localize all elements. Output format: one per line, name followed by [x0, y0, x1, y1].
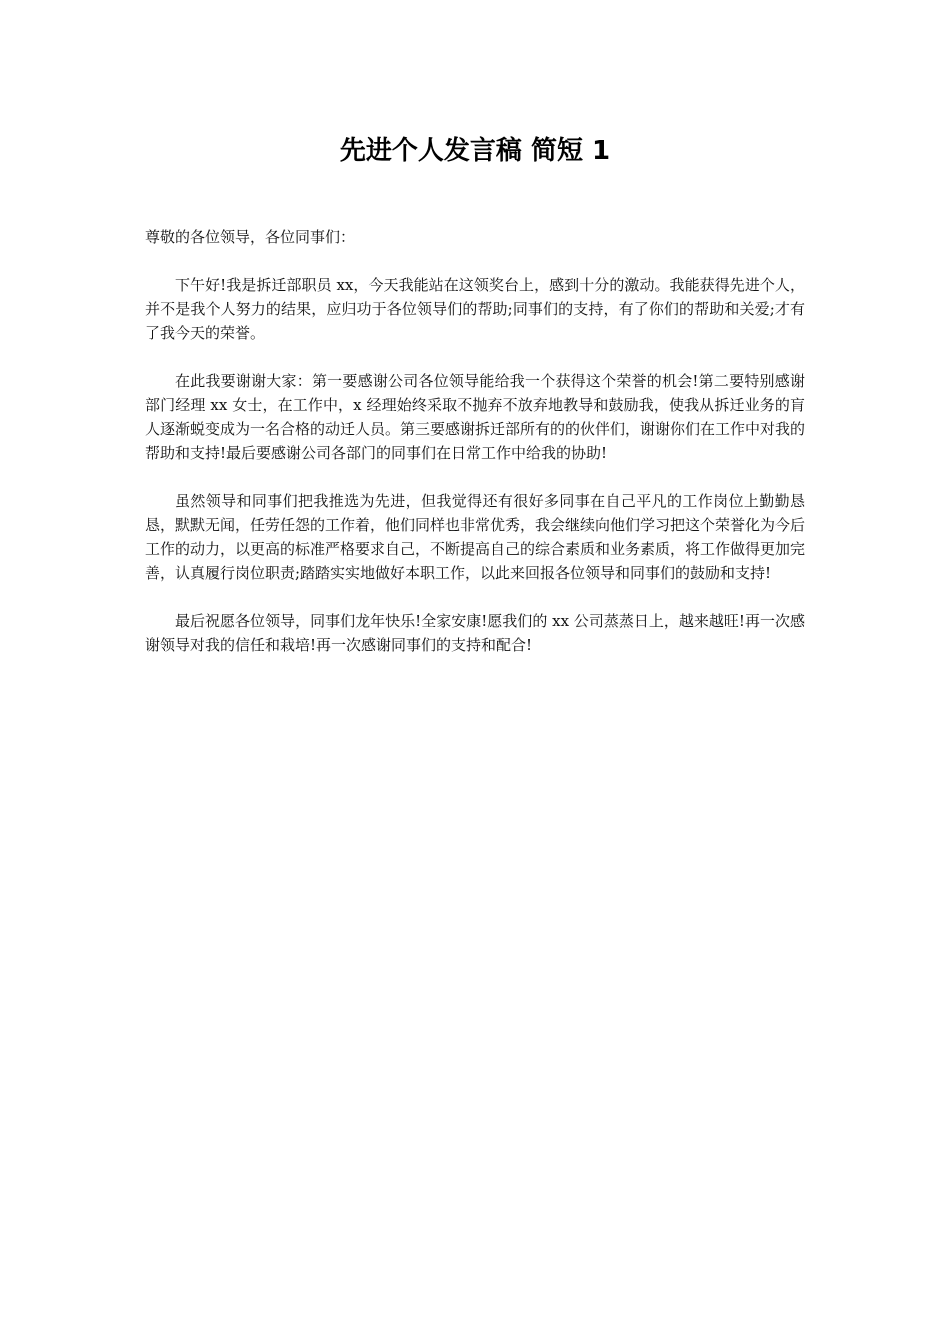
- document-title: 先进个人发言稿 简短 1: [339, 136, 611, 166]
- greeting-line: 尊敬的各位领导，各位同事们：: [145, 228, 356, 246]
- document-body: [145, 225, 805, 681]
- paragraph-4: 最后祝愿各位领导，同事们龙年快乐!全家安康!愿我们的 xx 公司蒸蒸日上，越来越旺!再一次感谢领导对我的信任和栽培!再一次感谢同事们的支持和配合!: [145, 612, 805, 654]
- paragraph-2: 在此我要谢谢大家：第一要感谢公司各位领导能给我一个获得这个荣誉的机会!第二要特别感谢部门经理 xx 女士，在工作中，x 经理始终采取不抛弃不放弃地教导和鼓励我，使我从拆迁业务的肓人逐渐蜕变成为一名合格的动迁人员。第三要感谢拆迁部所有的的伙伴们，谢谢你们在工作中对我的帮助和支持!最后要感谢公司各部门的同事们在日常工作中给我的协助!: [145, 372, 806, 462]
- paragraph-1: 下午好!我是拆迁部职员 xx，今天我能站在这领奖台上，感到十分的激动。我能获得先进个人，并不是我个人努力的结果，应归功于各位领导们的帮助;同事们的支持，有了你们的帮助和关爱;才有了我今天的荣誉。: [145, 276, 805, 342]
- paragraph-3: 虽然领导和同事们把我推选为先进，但我觉得还有很好多同事在自己平凡的工作岗位上勤勤恳恳，默默无闻，任劳任怨的工作着，他们同样也非常优秀，我会继续向他们学习把这个荣誉化为今后工作的动力，以更高的标准严格要求自己，不断提高自己的综合素质和业务素质，将工作做得更加完善，认真履行岗位职责;踏踏实实地做好本职工作，以此来回报各位领导和同事们的鼓励和支持!: [145, 492, 806, 582]
